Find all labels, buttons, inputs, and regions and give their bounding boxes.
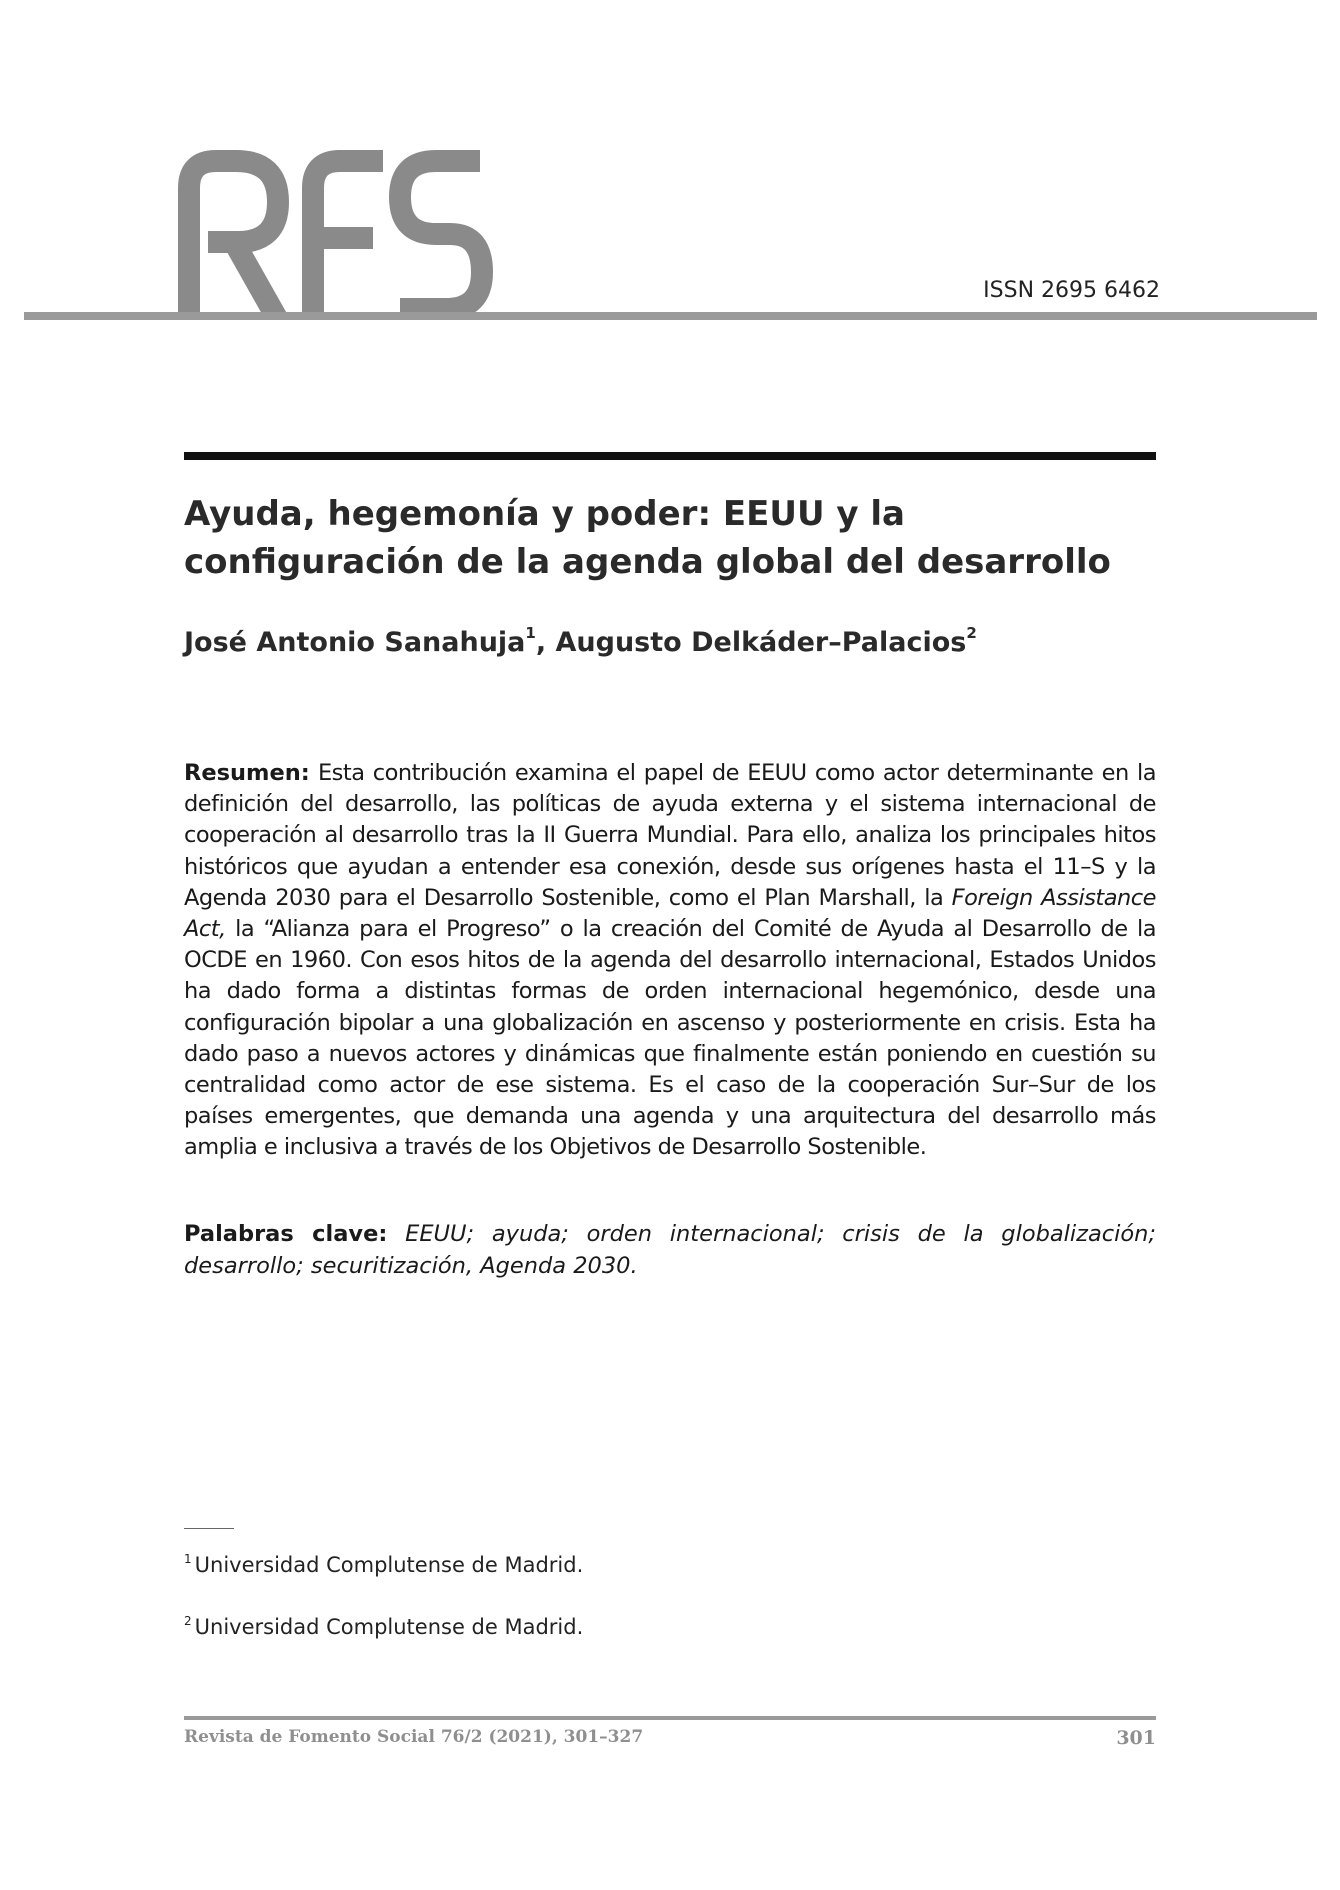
footnote-marker[interactable]: 1: [525, 624, 536, 642]
footnote: [184, 1552, 583, 1577]
author-name: José Antonio Sanahuja: [184, 627, 526, 658]
title-divider: [184, 452, 1156, 460]
keywords-label: Palabras clave:: [184, 1221, 388, 1247]
footnote-divider: [184, 1528, 234, 1529]
author-name: Augusto Delkáder–Palacios: [555, 627, 967, 658]
footnote-text: Universidad Complutense de Madrid.: [194, 1553, 584, 1577]
author-list: [184, 624, 977, 658]
abstract-label: Resumen:: [184, 760, 310, 786]
footnote-marker[interactable]: 2: [966, 624, 977, 642]
header-divider: [24, 312, 1317, 320]
keywords: [184, 1218, 1156, 1282]
article-title: Ayuda, hegemonía y poder: EEUU y la configuración de la agenda global del desarrollo: [184, 494, 1111, 582]
footnote-text: Universidad Complutense de Madrid.: [194, 1615, 584, 1639]
page-number: 301: [1116, 1727, 1156, 1749]
abstract-text: Esta contribución examina el papel de EEUU como actor determinante en la definición del desarrollo, las políticas de ayuda externa y el sistema internacional de cooperación al desarrollo tras la II Guerra Mundial. Para ello, analiza los principales hitos históricos que ayudan a entender esa conexión, desde sus orígenes hasta el 11–S y la Agenda 2030 para el Desarrollo Sostenible, como el Plan Marshall, la: [184, 760, 1156, 911]
footnote-mark: 2: [184, 1614, 192, 1628]
issn-number: ISSN 2695 6462: [983, 278, 1160, 303]
footnote-mark: 1: [184, 1552, 192, 1566]
abstract: [184, 758, 1156, 1164]
keywords-text: EEUU; ayuda; orden internacional; crisis de la globalización; desarrollo; securitización, Agenda 2030.: [184, 1221, 1157, 1279]
journal-citation: Revista de Fomento Social 76/2 (2021), 301–327: [184, 1727, 644, 1747]
footnote: [184, 1614, 583, 1639]
footer-divider: [184, 1716, 1156, 1720]
abstract-italic-text: Foreign Assistance Act,: [184, 884, 1156, 943]
author-separator: ,: [535, 627, 556, 658]
abstract-text: la “Alianza para el Progreso” o la creación del Comité de Ayuda al Desarrollo de la OCDE en 1960. Con esos hitos de la agenda del desarrollo internacional, Estados Unidos ha dado forma a distintas formas de orden internacional hegemónico, desde una configuración bipolar a una globalización en ascenso y posteriormente en crisis. Esta ha dado paso a nuevos actores y dinámicas que finalmente están poniendo en cuestión su centralidad como actor de ese sistema. Es el caso de la cooperación Sur–Sur de los países emergentes, que demanda una agenda y una arquitectura del desarrollo más amplia e inclusiva a través de los Objetivos de Desarrollo Sostenible.: [184, 916, 1156, 1161]
journal-logo: [178, 150, 498, 320]
